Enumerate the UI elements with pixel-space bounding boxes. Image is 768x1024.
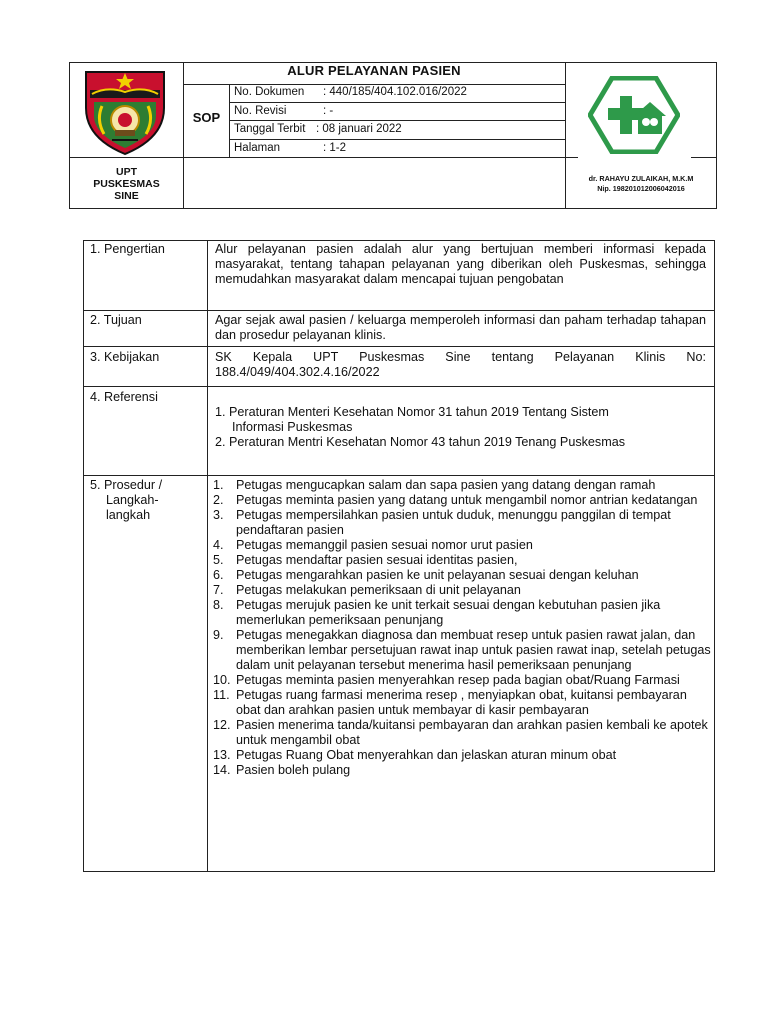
list-item: 14. Pasien boleh pulang [213, 763, 351, 777]
list-item: 1. Petugas mengucapkan salam dan sapa pasien yang datang dengan ramah [213, 478, 656, 492]
list-item: 4. Petugas memanggil pasien sesuai nomor urut pasien [213, 538, 533, 552]
list-item: 9. Petugas menegakkan diagnosa dan membuat resep untuk pasien rawat jalan, dan memberikan lembar persetujuan rawat inap untuk pasien rawat inap, setelah petugas dalam unit pelayanan tersebut menerima hasil pemeriksaan penunjang [213, 628, 711, 672]
list-item: 6. Petugas mengarahkan pasien ke unit pelayanan sesuai dengan keluhan [213, 568, 639, 582]
regency-logo [82, 68, 168, 156]
meta-value-tanggal: : 08 januari 2022 [316, 123, 402, 135]
label-tujuan: 2. Tujuan [90, 313, 142, 327]
label-prosedur: 5. Prosedur / Langkah- langkah [90, 478, 163, 522]
label-kebijakan: 3. Kebijakan [90, 350, 160, 364]
referensi-item-1: 1. Peraturan Menteri Kesehatan Nomor 31 tahun 2019 Tentang Sistem [215, 405, 609, 419]
label-pengertian: 1. Pengertian [90, 242, 165, 256]
puskesmas-logo [588, 76, 680, 154]
text-tujuan: Agar sejak awal pasien / keluarga memperoleh informasi dan paham terhadap tahapan dan prosedur pelayanan klinis. [215, 313, 706, 342]
meta-value-halaman: : 1-2 [323, 142, 347, 154]
list-item: 12. Pasien menerima tanda/kuitansi pembayaran dan arahkan pasien kembali ke apotek untuk mengambil obat [213, 718, 708, 747]
document-title: ALUR PELAYANAN PASIEN [287, 63, 461, 78]
prosedur-list [213, 478, 713, 778]
signatory-name: dr. RAHAYU ZULAIKAH, M.K.M [588, 174, 694, 183]
referensi-item-2: 2. Peraturan Mentri Kesehatan Nomor 43 tahun 2019 Tenang Puskesmas [215, 435, 626, 449]
list-item: 3. Petugas mempersilahkan pasien untuk duduk, menunggu panggilan di tempat pendaftaran pasien [213, 508, 671, 537]
meta-label-tanggal: Tanggal Terbit [234, 123, 306, 135]
signatory [566, 174, 716, 194]
meta-label-halaman: Halaman [234, 142, 281, 154]
list-item: 7. Petugas melakukan pemeriksaan di unit pelayanan [213, 583, 521, 597]
meta-label-dokumen: No. Dokumen [234, 86, 305, 98]
list-item: 13. Petugas Ruang Obat menyerahkan dan jelaskan aturan minum obat [213, 748, 617, 762]
list-item: 8. Petugas merujuk pasien ke unit terkait sesuai dengan kebutuhan pasien jika memerlukan pemeriksaan penunjang [213, 598, 661, 627]
sop-label: SOP [192, 110, 221, 125]
text-pengertian: Alur pelayanan pasien adalah alur yang bertujuan memberi informasi kepada masyarakat, tentang tahapan pelayanan yang diberikan oleh Puskesmas, sehingga memudahkan masyarakat dalam mencapai tujuan pengobatan [215, 242, 706, 286]
label-referensi: 4. Referensi [90, 390, 158, 404]
list-item: 2. Petugas meminta pasien yang datang untuk mengambil nomor antrian kedatangan [213, 493, 698, 507]
organization-name: UPT PUSKESMAS SINE [93, 166, 160, 202]
meta-value-dokumen: : 440/185/404.102.016/2022 [323, 86, 467, 98]
meta-value-revisi: : - [323, 105, 334, 117]
list-item: 11. Petugas ruang farmasi menerima resep , menyiapkan obat, kuitansi pembayaran obat dan arahkan pasien untuk membayar di kasir pembayaran [213, 688, 687, 717]
list-item: 5. Petugas mendaftar pasien sesuai identitas pasien, [213, 553, 518, 567]
text-kebijakan: SK Kepala UPT Puskesmas Sine tentang Pelayanan Klinis No: 188.4/049/404.302.4.16/2022 [215, 350, 706, 379]
list-item: 10. Petugas meminta pasien menyerahkan resep pada bagian obat/Ruang Farmasi [213, 673, 680, 687]
meta-label-revisi: No. Revisi [234, 105, 287, 117]
referensi-item-1-cont: Informasi Puskesmas [232, 420, 353, 434]
signatory-nip: Nip. 198201012006042016 [597, 184, 685, 193]
